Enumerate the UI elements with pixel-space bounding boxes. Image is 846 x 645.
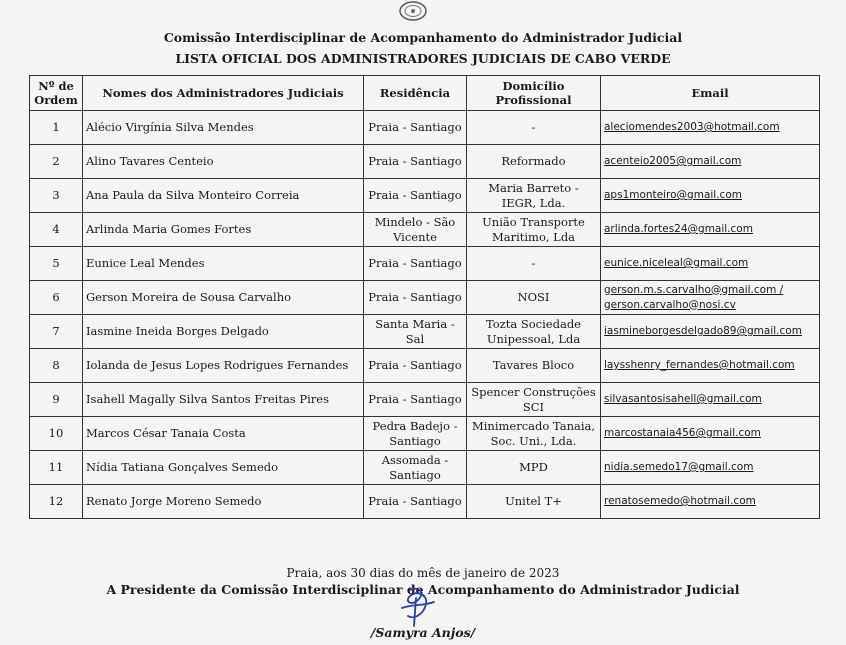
email-link[interactable]: silvasantosisahell@gmail.com	[604, 393, 762, 405]
administrator-name: Ana Paula da Silva Monteiro Correia	[83, 179, 364, 213]
order-number: 5	[30, 247, 83, 281]
residence: Praia - Santiago	[364, 485, 467, 519]
residence: Praia - Santiago	[364, 179, 467, 213]
email-link[interactable]: aleciomendes2003@hotmail.com	[604, 121, 780, 133]
table-row	[30, 315, 820, 349]
residence: Assomada - Santiago	[364, 451, 467, 485]
order-number: 2	[30, 145, 83, 179]
email-link[interactable]: gerson.m.s.carvalho@gmail.com / gerson.carvalho@nosi.cv	[604, 283, 784, 311]
commission-heading: Comissão Interdisciplinar de Acompanhamento do Administrador Judicial	[163, 30, 683, 45]
professional-domicile: Reformado	[467, 145, 601, 179]
administrator-name: Alécio Virgínia Silva Mendes	[83, 111, 364, 145]
table-row	[30, 281, 820, 315]
administrator-name: Nídia Tatiana Gonçalves Semedo	[83, 451, 364, 485]
professional-domicile: Minimercado Tanaia, Soc. Uni., Lda.	[467, 417, 601, 451]
professional-domicile: União Transporte Maritimo, Lda	[467, 213, 601, 247]
table-row	[30, 145, 820, 179]
column-header-names: Nomes dos Administradores Judiciais	[83, 76, 364, 111]
table-row	[30, 417, 820, 451]
signatory-title: A Presidente da Comissão Interdisciplinar de Acompanhamento do Administrador Judicial	[106, 582, 740, 597]
residence: Praia - Santiago	[364, 383, 467, 417]
order-number: 6	[30, 281, 83, 315]
professional-domicile: Unitel T+	[467, 485, 601, 519]
administrators-table	[29, 75, 820, 519]
order-number: 3	[30, 179, 83, 213]
table-row	[30, 451, 820, 485]
administrator-name: Gerson Moreira de Sousa Carvalho	[83, 281, 364, 315]
professional-domicile: Maria Barreto - IEGR, Lda.	[467, 179, 601, 213]
professional-domicile: Spencer Construções SCI	[467, 383, 601, 417]
order-number: 8	[30, 349, 83, 383]
signatory-name: /Samyra Anjos/	[370, 625, 476, 640]
residence: Praia - Santiago	[364, 349, 467, 383]
column-header-residence: Residência	[364, 76, 467, 111]
administrator-name: Iolanda de Jesus Lopes Rodrigues Fernandes	[83, 349, 364, 383]
order-number: 4	[30, 213, 83, 247]
residence: Mindelo - São Vicente	[364, 213, 467, 247]
table-row	[30, 213, 820, 247]
order-header-line1: Nº de	[38, 79, 74, 93]
email-link[interactable]: eunice.niceleal@gmail.com	[604, 257, 749, 269]
residence: Pedra Badejo - Santiago	[364, 417, 467, 451]
professional-domicile: NOSI	[467, 281, 601, 315]
residence: Praia - Santiago	[364, 247, 467, 281]
email-link[interactable]: iasmineborgesdelgado89@gmail.com	[604, 325, 802, 337]
order-header-line2: Ordem	[34, 93, 78, 107]
email-link[interactable]: marcostanaia456@gmail.com	[604, 427, 761, 439]
email-link[interactable]: renatosemedo@hotmail.com	[604, 495, 756, 507]
residence: Praia - Santiago	[364, 111, 467, 145]
email-cell	[601, 485, 820, 519]
handwritten-signature	[388, 586, 448, 628]
professional-domicile: -	[467, 247, 601, 281]
email-cell	[601, 451, 820, 485]
administrator-name: Alino Tavares Centeio	[83, 145, 364, 179]
order-number: 10	[30, 417, 83, 451]
email-cell	[601, 213, 820, 247]
email-cell	[601, 111, 820, 145]
order-number: 7	[30, 315, 83, 349]
administrator-name: Iasmine Ineida Borges Delgado	[83, 315, 364, 349]
email-cell	[601, 417, 820, 451]
email-link[interactable]: acenteio2005@gmail.com	[604, 155, 742, 167]
email-cell	[601, 281, 820, 315]
column-header-order	[30, 76, 83, 111]
professional-domicile: MPD	[467, 451, 601, 485]
email-link[interactable]: nidia.semedo17@gmail.com	[604, 461, 754, 473]
order-number: 12	[30, 485, 83, 519]
email-link[interactable]: arlinda.fortes24@gmail.com	[604, 223, 753, 235]
administrator-name: Marcos César Tanaia Costa	[83, 417, 364, 451]
table-row	[30, 247, 820, 281]
email-link[interactable]: aps1monteiro@gmail.com	[604, 189, 742, 201]
residence: Praia - Santiago	[364, 145, 467, 179]
date-line: Praia, aos 30 dias do mês de janeiro de 2023	[286, 566, 560, 580]
administrator-name: Arlinda Maria Gomes Fortes	[83, 213, 364, 247]
administrator-name: Eunice Leal Mendes	[83, 247, 364, 281]
order-number: 1	[30, 111, 83, 145]
email-link[interactable]: laysshenry_fernandes@hotmail.com	[604, 359, 795, 371]
email-cell	[601, 179, 820, 213]
column-header-email: Email	[601, 76, 820, 111]
professional-domicile: -	[467, 111, 601, 145]
table-header-row	[30, 76, 820, 111]
residence: Praia - Santiago	[364, 281, 467, 315]
email-cell	[601, 383, 820, 417]
table-row	[30, 349, 820, 383]
list-title: LISTA OFICIAL DOS ADMINISTRADORES JUDICIAIS DE CABO VERDE	[175, 51, 671, 66]
order-number: 9	[30, 383, 83, 417]
table-row	[30, 485, 820, 519]
administrator-name: Renato Jorge Moreno Semedo	[83, 485, 364, 519]
table-row	[30, 111, 820, 145]
professional-domicile: Tozta Sociedade Unipessoal, Lda	[467, 315, 601, 349]
professional-domicile: Tavares Bloco	[467, 349, 601, 383]
column-header-domicile: Domicílio Profissional	[467, 76, 601, 111]
table-row	[30, 383, 820, 417]
email-cell	[601, 145, 820, 179]
email-cell	[601, 315, 820, 349]
table-row	[30, 179, 820, 213]
order-number: 11	[30, 451, 83, 485]
administrator-name: Isahell Magally Silva Santos Freitas Pires	[83, 383, 364, 417]
residence: Santa Maria - Sal	[364, 315, 467, 349]
email-cell	[601, 247, 820, 281]
email-cell	[601, 349, 820, 383]
coat-of-arms-seal	[395, 0, 431, 22]
